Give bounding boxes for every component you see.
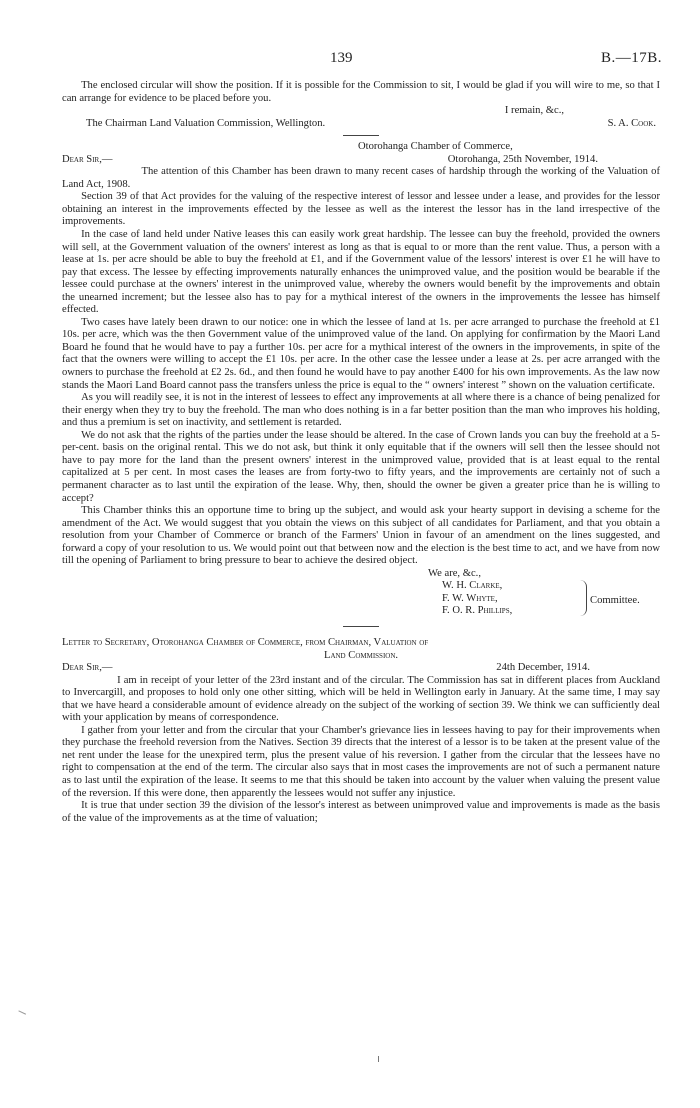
letter1-paragraph: Two cases have lately been drawn to our notice: one in which the lessee of land at 1s. per acre arranged to purchase the freehold at £1 10s. per acre, which was the then Government value of the unimproved value of the land. On applying for confirmation by the Maori Land Board he found that he would have to pay a further 10s. per acre for a mythical interest of the owners in the improvements, in spite of the fact that the owners were willing to accept the £1 10s. per acre. In the other case the lessee under a lease at 2s. per acre arranged with the owners to purchase the freehold at £2 2s. 6d., and then found he would have to pay another £400 for his own improvements. As the law now stands the Maori Land Board cannot pass the transfers unless the price is equal to the “ owners' interest ” shown on the valuation certificate. xyxy=(62,316,660,391)
committee-brace xyxy=(580,580,587,616)
intro-paragraph: The enclosed circular will show the position. If it is possible for the Commission to sit, I would be glad if you will wire to me, so that I can arrange for evidence to be placed before you. xyxy=(62,80,660,104)
margin-mark xyxy=(18,1010,26,1015)
letter1-salutation-row xyxy=(62,154,660,167)
letter2-date: 24th December, 1914. xyxy=(496,662,590,674)
letter1-organisation: Otorohanga Chamber of Commerce, xyxy=(358,141,513,153)
intro-signature: S. A. Cook. xyxy=(607,117,656,129)
letter1-closing: We are, &c., xyxy=(428,567,481,579)
signatory-list xyxy=(442,580,512,618)
letter1-paragraph: The attention of this Chamber has been drawn to many recent cases of hardship through the working of the Valuation of Land Act, 1908. xyxy=(62,166,660,190)
letter1-salutation: Dear Sir,— xyxy=(62,153,113,165)
signatory-name: F. W. Whyte, xyxy=(442,592,498,604)
signatory-name: F. O. R. Phillips, xyxy=(442,605,513,617)
signatory-name: W. H. Clarke, xyxy=(442,580,503,592)
letter1-paragraph: In the case of land held under Native leases this can easily work great hardship. The lessee can buy the freehold, provided the owners will sell, at the Government valuation of the owners' interest as long as that is equal to or more than the rent value. Thus, a person with a lease at 1s. per acre should be able to buy the freehold at £1, and if the Government value of the lessors' interest is over £1 he will have to pay that excess. The lessee by effecting improvements naturally enhances the unimproved value, and the position would be bearable if the lessee could purchase at the owners' interest in the unimproved value, whereby the owners would benefit by the improvements and obtain the unearned increment; but the lessee also has to pay for a mythical interest of the owners in the improvements the lessee has himself effected. xyxy=(62,229,660,316)
letter2-heading xyxy=(62,637,660,662)
letter2-heading-line1: Letter to Secretary, Otorohanga Chamber of Commerce, from Chairman, Valuation of xyxy=(62,636,429,648)
page-content xyxy=(62,80,660,825)
letter1-signature-block xyxy=(428,567,660,618)
page-number: 139 xyxy=(330,50,353,66)
section-divider xyxy=(343,626,379,627)
document-reference: B.—17B. xyxy=(600,50,662,66)
letter1-paragraph: This Chamber thinks this an opportune time to bring up the subject, and would ask your hearty support in devising a scheme for the amendment of the Act. We would suggest that you obtain the views on this subject of all candidates for Parliament, and that you obtain a resolution from your Chamber of Commerce or branch of the Farmers' Union in favour of an amendment on the lines suggested, and forward a copy of your resolution to us. We would point out that between now and the election is the best time to act, and we have from now till the opening of Parliament to bring pressure to bear to achieve the desired object. xyxy=(62,505,660,567)
letter2-paragraph: I am in receipt of your letter of the 23rd instant and of the circular. The Commission has sat in different places from Auckland to Invercargill, and proposes to hold only one other sitting, which will be held in Wellington early in January. At the same time, I may say that we have heard a considerable amount of evidence already on the subject of the working of section 39. We think we can sufficiently deal with your application by means of correspondence. xyxy=(62,674,660,724)
page-tick-mark xyxy=(378,1056,379,1062)
letter1-paragraph: We do not ask that the rights of the parties under the lease should be altered. In the case of Crown lands you can buy the freehold at a 5-per-cent. basis on the original rental. This we do not ask, but think it only equitable that if the owners will sell then the lessee should not have to pay more for the land than the present owners' interest in the unimproved value, provided that is at least equal to the rental capitalized at 5 per cent. In most cases the leases are from forty-two to fifty years, and the improvements are certainly not of such a permanent character as to last until the expiration of the lease. Why, then, should the owner be given a greater price than he is willing to accept? xyxy=(62,429,660,504)
letter2-paragraph: It is true that under section 39 the division of the lessor's interest as between unimproved value and improvements is made as the basis of the value of the improvements as at the time of valuation; xyxy=(62,800,660,824)
committee-label: Committee. xyxy=(590,594,640,606)
intro-signature-row xyxy=(62,118,660,131)
intro-closing: I remain, &c., xyxy=(504,105,564,117)
letter2-paragraph: I gather from your letter and from the circular that your Chamber's grievance lies in lessees having to pay for their improvements when they purchase the freehold reversion from the Natives. Section 39 directs that the interest of a lessor is to be taken at the present value of the net rent under the lease for the unexpired term, plus the present value of his reversion. I gather from the circular that the lessees have no right to compensation at the end of the term. The circular also says that in most cases the improvements are not of such a permanent nature as to last until the expiration of the lease. It seems to me that this should be taken into account by the valuer when valuing the present value of the reversion. If this were done, then apparently the lessees would not suffer any injustice. xyxy=(62,724,660,799)
letter1-place-date: Otorohanga, 25th November, 1914. xyxy=(447,153,598,165)
section-divider xyxy=(343,135,379,136)
letter2-heading-line2: Land Commission. xyxy=(323,649,399,661)
letter2-salutation-row xyxy=(62,662,660,675)
intro-addressee: The Chairman Land Valuation Commission, Wellington. xyxy=(86,117,326,129)
letter1-paragraph: As you will readily see, it is not in the interest of lessees to effect any improvements at all where there is a chance of being penalized for their energy when they try to buy the freehold. The man who does nothing is in a far better position than the man who improves his holding, and thus a premium is set on inactivity, and settlement is retarded. xyxy=(62,392,660,429)
letter1-paragraph: Section 39 of that Act provides for the valuing of the respective interest of lessor and lessee under a lease, and provides for the lessor obtaining an interest in the improvements effected by the lessee as well as the interest the lessor has in the land irrespective of the improvements. xyxy=(62,191,660,228)
letter2-salutation: Dear Sir,— xyxy=(62,662,113,674)
page-header xyxy=(0,50,700,70)
